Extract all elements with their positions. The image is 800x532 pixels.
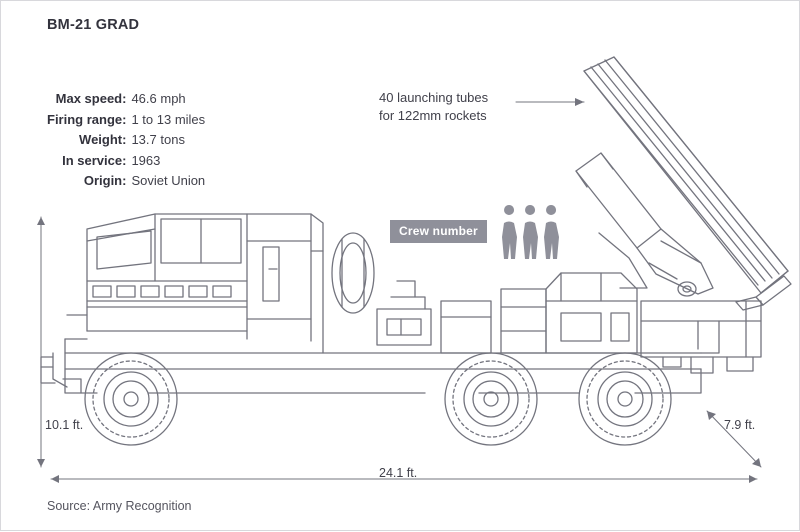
- callout-leader-line: [516, 98, 584, 106]
- table-row: [47, 171, 205, 192]
- bm21-grad-illustration: [1, 1, 800, 532]
- callout-line-2: for 122mm rockets: [379, 108, 487, 123]
- spec-value: 46.6 mph: [131, 91, 186, 106]
- table-row: [47, 110, 205, 131]
- truck-cab: [65, 214, 323, 353]
- dimension-height-label: 10.1 ft.: [45, 418, 84, 432]
- spec-value: 1963: [131, 152, 161, 168]
- spec-label: Firing range:: [47, 111, 127, 127]
- middle-wheel: [445, 353, 537, 445]
- spec-value: 13.7 tons: [131, 132, 185, 147]
- table-row: [47, 130, 205, 151]
- dimension-lines: [37, 217, 761, 483]
- crew-silhouettes: [502, 205, 559, 259]
- spec-table: [47, 89, 205, 192]
- dimension-length-label: 24.1 ft.: [379, 466, 418, 480]
- dimension-rear-height-label: 7.9 ft.: [724, 418, 756, 432]
- callout-line-1: 40 launching tubes: [379, 90, 489, 105]
- source-credit: Source: Army Recognition: [47, 499, 192, 513]
- table-row: [47, 151, 205, 172]
- table-row: [47, 89, 205, 110]
- spec-value: Soviet Union: [131, 173, 206, 188]
- spec-label: Origin:: [83, 173, 127, 188]
- page-title: BM-21 GRAD: [47, 17, 140, 33]
- spare-wheel: [332, 233, 374, 313]
- cargo-boxes: [377, 281, 546, 353]
- crew-number-badge: Crew number: [390, 220, 487, 243]
- spec-label: Weight:: [79, 132, 127, 147]
- spec-label: In service:: [62, 152, 127, 168]
- launcher-cradle: [576, 153, 713, 296]
- launcher-base-housing: [546, 273, 637, 353]
- spec-value: 1 to 13 miles: [131, 111, 206, 127]
- rocket-launcher-tubes: [584, 57, 791, 310]
- launch-tubes-callout: [379, 89, 488, 125]
- rear-platform: [641, 301, 761, 373]
- spec-label: Max speed:: [55, 91, 127, 106]
- truck-chassis: [41, 339, 701, 393]
- front-wheel: [85, 353, 177, 445]
- rear-wheel: [579, 353, 671, 445]
